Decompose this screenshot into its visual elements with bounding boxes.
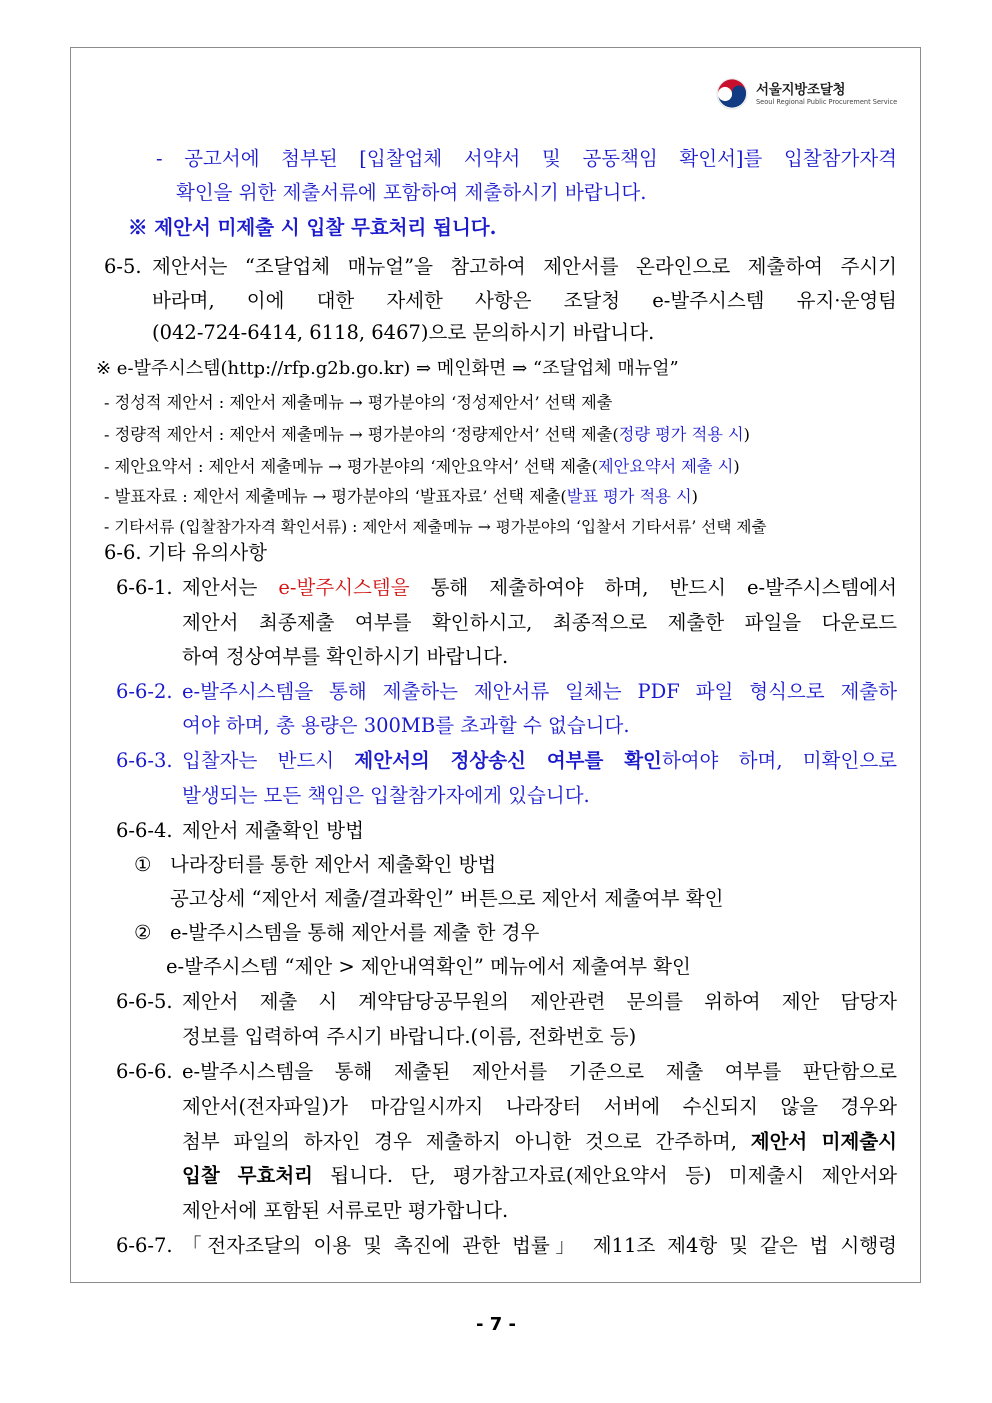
s662-line2: 여야 하며, 총 용량은 300MB를 초과할 수 없습니다.	[182, 714, 630, 737]
s663-line1-b: 제안서의 정상송신 여부를 확인	[354, 749, 662, 772]
s663-line1	[182, 749, 897, 773]
detail-line5: - 기타서류 (입찰참가자격 확인서류) : 제안서 제출메뉴 → 평가분야의 ‘입찰서 기타서류’ 선택 제출	[104, 518, 767, 536]
s66-heading: 6-6. 기타 유의사항	[104, 541, 268, 564]
s661-line1-a: 제안서는	[182, 576, 279, 599]
detail-line4-cond: 발표 평가 적용 시	[566, 487, 692, 506]
s663-line2: 발생되는 모든 책임은 입찰참가자에게 있습니다.	[182, 784, 590, 807]
s665-line2: 정보를 입력하여 주시기 바랍니다.(이름, 전화번호 등)	[182, 1025, 637, 1048]
s662-line1: e-발주시스템을 통해 제출하는 제안서류 일체는 PDF 파일 형식으로 제출하	[182, 680, 897, 703]
org-name-en: Seoul Regional Public Procurement Service	[756, 98, 898, 106]
s663-line1-c: 하여야 하며, 미확인으로	[661, 749, 897, 772]
s666-line3-b: 제안서 미제출시	[750, 1130, 898, 1153]
s65-line3: (042-724-6414, 6118, 6467)으로 문의하시기 바랍니다.	[152, 321, 655, 344]
b1-line2: 확인을 위한 제출서류에 포함하여 제출하시기 바랍니다.	[176, 181, 647, 204]
detail-line2-close: )	[743, 425, 750, 444]
case2-line2: e-발주시스템 “제안 > 제안내역확인” 메뉴에서 제출여부 확인	[166, 955, 691, 978]
s665-line1: 제안서 제출 시 계약담당공무원의 제안관련 문의를 위하여 제안 담당자	[182, 990, 897, 1013]
detail-line2-cond: 정량 평가 적용 시	[618, 425, 744, 444]
case2-mark: ②	[134, 921, 152, 944]
taegeuk-icon	[716, 78, 748, 110]
detail-line3-close: )	[733, 457, 740, 476]
s667-line1: 「전자조달의 이용 및 촉진에 관한 법률」 제11조 제4항 및 같은 법 시행령	[182, 1234, 897, 1257]
s667-number: 6-6-7.	[116, 1234, 173, 1257]
s666-line4-b: 됩니다. 단, 평가참고자료(제안요약서 등) 미제출시 제안서와	[313, 1164, 897, 1187]
s661-line1	[182, 576, 897, 600]
s666-line5: 제안서에 포함된 서류로만 평가합니다.	[182, 1199, 509, 1222]
s662-number: 6-6-2.	[116, 680, 173, 703]
detail-line3-cond: 제안요약서 제출 시	[597, 457, 734, 476]
s664-line1: 제안서 제출확인 방법	[182, 819, 364, 842]
org-logo	[716, 76, 906, 114]
s65-line1: 제안서는 “조달업체 매뉴얼”을 참고하여 제안서를 온라인으로 제출하여 주시기	[152, 255, 897, 278]
detail-line4-text: - 발표자료 : 제안서 제출메뉴 → 평가분야의 ‘발표자료’ 선택 제출(	[104, 487, 567, 506]
detail-line2-text: - 정량적 제안서 : 제안서 제출메뉴 → 평가분야의 ‘정량제안서’ 선택 제출(	[104, 425, 619, 444]
s666-line1: e-발주시스템을 통해 제출된 제안서를 기준으로 제출 여부를 판단함으로	[182, 1060, 897, 1083]
detail-line2	[104, 423, 750, 447]
page-number: - 7 -	[476, 1314, 516, 1335]
case2-line1: e-발주시스템을 통해 제안서를 제출 한 경우	[170, 921, 540, 944]
s65-line2: 바라며, 이에 대한 자세한 사항은 조달청 e-발주시스템 유지·운영팀	[152, 289, 897, 312]
detail-line3	[104, 455, 740, 479]
detail-line4-close: )	[691, 487, 698, 506]
s666-line2: 제안서(전자파일)가 마감일시까지 나라장터 서버에 수신되지 않을 경우와	[182, 1095, 897, 1118]
s664-number: 6-6-4.	[116, 819, 173, 842]
s666-line3	[182, 1130, 897, 1154]
s666-line4	[182, 1164, 897, 1188]
s663-number: 6-6-3.	[116, 749, 173, 772]
warning-line: ※ 제안서 미제출 시 입찰 무효처리 됩니다.	[128, 216, 497, 239]
s661-line1-b: e-발주시스템을	[278, 576, 410, 599]
s666-line3-a: 첨부 파일의 하자인 경우 제출하지 아니한 것으로 간주하며,	[182, 1130, 751, 1153]
b1-line1: - 공고서에 첨부된 [입찰업체 서약서 및 공동책임 확인서]를 입찰참가자격	[156, 147, 897, 170]
s661-line1-c: 통해 제출하여야 하며, 반드시 e-발주시스템에서	[409, 576, 897, 599]
detail-line1: - 정성적 제안서 : 제안서 제출메뉴 → 평가분야의 ‘정성제안서’ 선택 제출	[104, 393, 613, 412]
detail-line3-text: - 제안요약서 : 제안서 제출메뉴 → 평가분야의 ‘제안요약서’ 선택 제출(	[104, 457, 598, 476]
case1-line1: 나라장터를 통한 제안서 제출확인 방법	[170, 853, 497, 876]
s666-number: 6-6-6.	[116, 1060, 173, 1083]
detail-line4	[104, 485, 698, 509]
s665-number: 6-6-5.	[116, 990, 173, 1013]
s661-number: 6-6-1.	[116, 576, 173, 599]
s661-line2: 제안서 최종제출 여부를 확인하시고, 최종적으로 제출한 파일을 다운로드	[182, 611, 897, 634]
case1-mark: ①	[134, 853, 152, 876]
case1-line2: 공고상세 “제안서 제출/결과확인” 버튼으로 제안서 제출여부 확인	[170, 887, 724, 910]
s65-number: 6-5.	[104, 255, 142, 278]
s666-line4-a: 입찰 무효처리	[182, 1164, 313, 1187]
manual-note: ※ e-발주시스템(http://rfp.g2b.go.kr) ⇒ 메인화면 ⇒ “조달업체 매뉴얼”	[96, 358, 679, 379]
org-name-ko: 서울지방조달청	[756, 82, 846, 98]
s661-line3: 하여 정상여부를 확인하시기 바랍니다.	[182, 645, 509, 668]
s663-line1-a: 입찰자는 반드시	[182, 749, 355, 772]
